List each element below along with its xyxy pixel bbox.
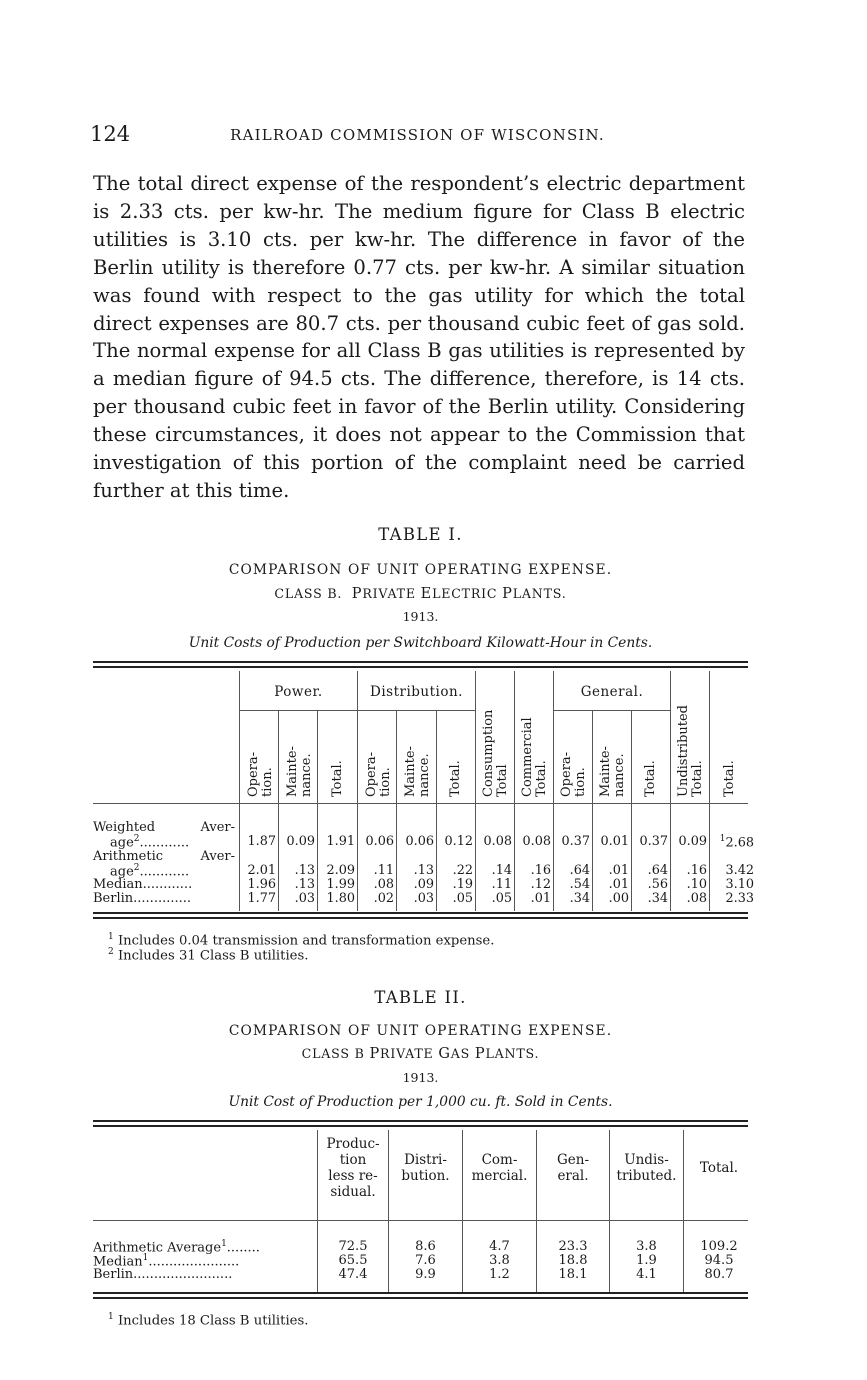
table1-cell: 2.09	[326, 863, 355, 878]
table1-group-rule	[554, 710, 670, 711]
table1-col-undistributed-total: Undistributed Total.	[676, 704, 705, 797]
table1-cell: .01	[608, 863, 629, 878]
table2-column-header-line: Com-	[481, 1152, 518, 1168]
table2-column-header-line: Total.	[699, 1160, 739, 1176]
table1-cell: 2.33	[725, 891, 754, 906]
table1-cell: 1.87	[247, 834, 276, 849]
table2-column-header-line: Gen-	[556, 1152, 590, 1168]
table1-footnote: $^2$ Includes 31 Class B utilities.	[108, 947, 309, 964]
table1-cell: 1.96	[247, 877, 276, 892]
table2-cell: 3.8	[636, 1239, 657, 1254]
table2-cell: 7.6	[415, 1253, 436, 1268]
table1-cell: 0.12	[444, 834, 473, 849]
table1-year: 1913.	[402, 609, 439, 624]
table2-column-header-line: sidual.	[330, 1184, 376, 1200]
table1-cell: .34	[647, 891, 668, 906]
table2-column-header-line: Produc-	[326, 1136, 380, 1152]
table2-column-header	[684, 1160, 754, 1176]
table1-cell-value: 2.68	[725, 835, 754, 851]
table1-cell: 0.08	[522, 834, 551, 849]
table2-rule-top-2	[93, 1125, 748, 1127]
table1-cell: .10	[686, 877, 707, 892]
table1-cell: .01	[530, 891, 551, 906]
table2-column-header	[463, 1152, 536, 1184]
table1-col-power-operation: Opera- tion.	[246, 751, 275, 797]
table2-subtitle: CLASS B PRIVATE GAS PLANTS.	[301, 1046, 540, 1062]
table1-cell: .13	[413, 863, 434, 878]
table1-footnote: $^1$ Includes 0.04 transmission and transformation expense.	[108, 932, 495, 949]
running-head	[90, 120, 745, 150]
table2-label: TABLE II.	[374, 988, 467, 1007]
table1-col-general-maintenance: Mainte- nance.	[598, 746, 627, 797]
table1-col-distribution-total: Total.	[448, 760, 463, 797]
table1-rule-top	[93, 661, 748, 663]
table2-cell: 109.2	[700, 1239, 738, 1254]
table1-col-commercial-total: Commercial Total.	[520, 717, 549, 797]
table1-group-power: Power.	[274, 684, 323, 700]
table1-row-label: Weighted Aver-	[93, 820, 235, 835]
table1-cell: .16	[686, 863, 707, 878]
table1-cell: .64	[647, 863, 668, 878]
page-number: 124	[90, 122, 131, 146]
table1-header-rule	[93, 803, 748, 804]
table1-group-rule	[358, 710, 475, 711]
table1-cell: 1.77	[247, 891, 276, 906]
table1-cell: .08	[373, 877, 394, 892]
table1-cell: 0.37	[561, 834, 590, 849]
table1-cell: 0.01	[600, 834, 629, 849]
table2-cell: 4.7	[489, 1239, 510, 1254]
running-title: RAILROAD COMMISSION OF WISCONSIN.	[230, 126, 605, 144]
table1-cell: .12	[530, 877, 551, 892]
table2-column-header-line: tion	[339, 1152, 367, 1168]
table2-cell: 8.6	[415, 1239, 436, 1254]
table2-column-header-line: Distri-	[404, 1152, 447, 1168]
table2-cell: 1.2	[489, 1267, 510, 1282]
table1-row-label: age$^2$............	[110, 834, 190, 851]
table1-cell: 3.42	[725, 863, 754, 878]
table1-cell: .19	[452, 877, 473, 892]
table2-cell: 18.1	[558, 1267, 588, 1282]
table2-column-header	[389, 1152, 462, 1184]
table2-cell: 4.1	[636, 1267, 657, 1282]
table1-cell: 1.80	[326, 891, 355, 906]
table1-cell: .56	[647, 877, 668, 892]
table1-cell: 2.01	[247, 863, 276, 878]
table1-cell: .22	[452, 863, 473, 878]
table2-rule-bottom	[93, 1292, 748, 1294]
table1-rule-bottom	[93, 912, 748, 914]
table1-col-power-maintenance: Mainte- nance.	[285, 746, 314, 797]
table1-cell: 0.37	[639, 834, 668, 849]
table1-group-distribution: Distribution.	[370, 684, 463, 700]
table1-cell: 1.99	[326, 877, 355, 892]
table1-cell: 0.06	[405, 834, 434, 849]
table1-cell: .34	[569, 891, 590, 906]
table1-cell: .11	[373, 863, 394, 878]
table1-cell: .05	[452, 891, 473, 906]
table1-cell: 0.08	[483, 834, 512, 849]
table1-cell: .00	[608, 891, 629, 906]
table1-group-general: General.	[580, 684, 644, 700]
table1-label: TABLE I.	[378, 525, 463, 544]
table2-title: COMPARISON OF UNIT OPERATING EXPENSE.	[228, 1023, 613, 1039]
table1-cell: 0.09	[286, 834, 315, 849]
table1-subtitle: CLASS B. PRIVATE ELECTRIC PLANTS.	[274, 586, 567, 602]
table1-cell	[694, 834, 754, 850]
table2-column-header-line: eral.	[557, 1168, 589, 1184]
table1-cell: .03	[413, 891, 434, 906]
table2-caption: Unit Cost of Production per 1,000 cu. ft. Sold in Cents.	[228, 1094, 613, 1110]
table2-cell: 80.7	[704, 1267, 734, 1282]
table2-cell: 65.5	[338, 1253, 368, 1268]
table1-row-label: Berlin..............	[93, 891, 192, 906]
table2-row-label: Median$^1$......................	[93, 1253, 240, 1270]
table2-row-label: Berlin........................	[93, 1267, 233, 1282]
table1-col-power-total: Total.	[330, 760, 345, 797]
body-paragraph: The total direct expense of the respondent’s electric department is 2.33 cts. per kw-hr. The medium figure for Class B electric utilities is 3.10 cts. per kw-hr. The difference in favor of the Berlin utility is therefore 0.77 cts. per kw-hr. A similar situation was found with respect to the gas utility for which the total direct expenses are 80.7 cts. per thousand cubic feet of gas sold. The normal expense for all Class B gas utilities is represented by a median figure of 94.5 cts. The difference, therefore, is 14 cts. per thousand cubic feet in favor of the Berlin utility. Considering these circumstances, it does not appear to the Commission that investigation of this portion of the complaint need be carried further at this time.	[93, 172, 745, 502]
table1-cell: .08	[686, 891, 707, 906]
table1-cell: 0.06	[365, 834, 394, 849]
table1-cell: 3.10	[725, 877, 754, 892]
table1-col-general-operation: Opera- tion.	[559, 751, 588, 797]
table2-cell: 72.5	[338, 1239, 368, 1254]
table1-row-label: age$^2$............	[110, 863, 190, 880]
table1-row-label: Median............	[93, 877, 193, 892]
table1-group-rule	[240, 710, 357, 711]
table1-col-distribution-operation: Opera- tion.	[364, 751, 393, 797]
table2-row-label: Arithmetic Average$^1$........	[93, 1239, 260, 1256]
table2-year: 1913.	[402, 1070, 439, 1085]
table1-col-grand-total: Total.	[722, 760, 737, 797]
table2-cell: 23.3	[558, 1239, 588, 1254]
table2-rule-bottom-2	[93, 1297, 748, 1299]
table1-cell: .64	[569, 863, 590, 878]
table1-cell: .05	[491, 891, 512, 906]
table2-cell: 94.5	[704, 1253, 734, 1268]
table1-caption: Unit Costs of Production per Switchboard Kilowatt-Hour in Cents.	[188, 635, 653, 651]
table2-cell: 18.8	[558, 1253, 588, 1268]
table1-cell: .16	[530, 863, 551, 878]
table1-cell: .01	[608, 877, 629, 892]
table1-cell: .14	[491, 863, 512, 878]
table2-header-rule	[93, 1220, 748, 1221]
table1-col-consumption-total: Consumption Total	[481, 709, 510, 797]
table1-cell: 1.91	[326, 834, 355, 849]
table1-cell: .03	[294, 891, 315, 906]
table1-cell: .09	[413, 877, 434, 892]
table1-rule-top-2	[93, 666, 748, 668]
table1-footnote-mark: 1	[719, 834, 726, 844]
table1-cell: .13	[294, 863, 315, 878]
table2-footnote: $^1$ Includes 18 Class B utilities.	[108, 1312, 309, 1329]
table2-column-header-line: Undis-	[624, 1152, 669, 1168]
table1-cell: .54	[569, 877, 590, 892]
table2-column-header	[610, 1152, 683, 1184]
table1-col-distribution-maintenance: Mainte- nance.	[403, 746, 432, 797]
table1-cell: 0.09	[678, 834, 707, 849]
table2-column-header-line: mercial.	[471, 1168, 528, 1184]
table2-cell: 9.9	[415, 1267, 436, 1282]
table1-cell: .13	[294, 877, 315, 892]
table2-cell: 1.9	[636, 1253, 657, 1268]
table2-rule-top	[93, 1120, 748, 1122]
table2-cell: 3.8	[489, 1253, 510, 1268]
table1-cell: .11	[491, 877, 512, 892]
table2-column-header-line: bution.	[401, 1168, 450, 1184]
table2-column-header-line: less re-	[328, 1168, 378, 1184]
table1-cell: .02	[373, 891, 394, 906]
table2-column-header	[537, 1152, 609, 1184]
table2-column-header	[318, 1136, 388, 1200]
table2-column-header-line: tributed.	[616, 1168, 677, 1184]
table2-cell: 47.4	[338, 1267, 368, 1282]
table1-col-general-total: Total.	[643, 760, 658, 797]
table1-rule-bottom-2	[93, 917, 748, 919]
table1-row-label: Arithmetic Aver-	[93, 849, 235, 864]
table1-title: COMPARISON OF UNIT OPERATING EXPENSE.	[228, 562, 613, 578]
